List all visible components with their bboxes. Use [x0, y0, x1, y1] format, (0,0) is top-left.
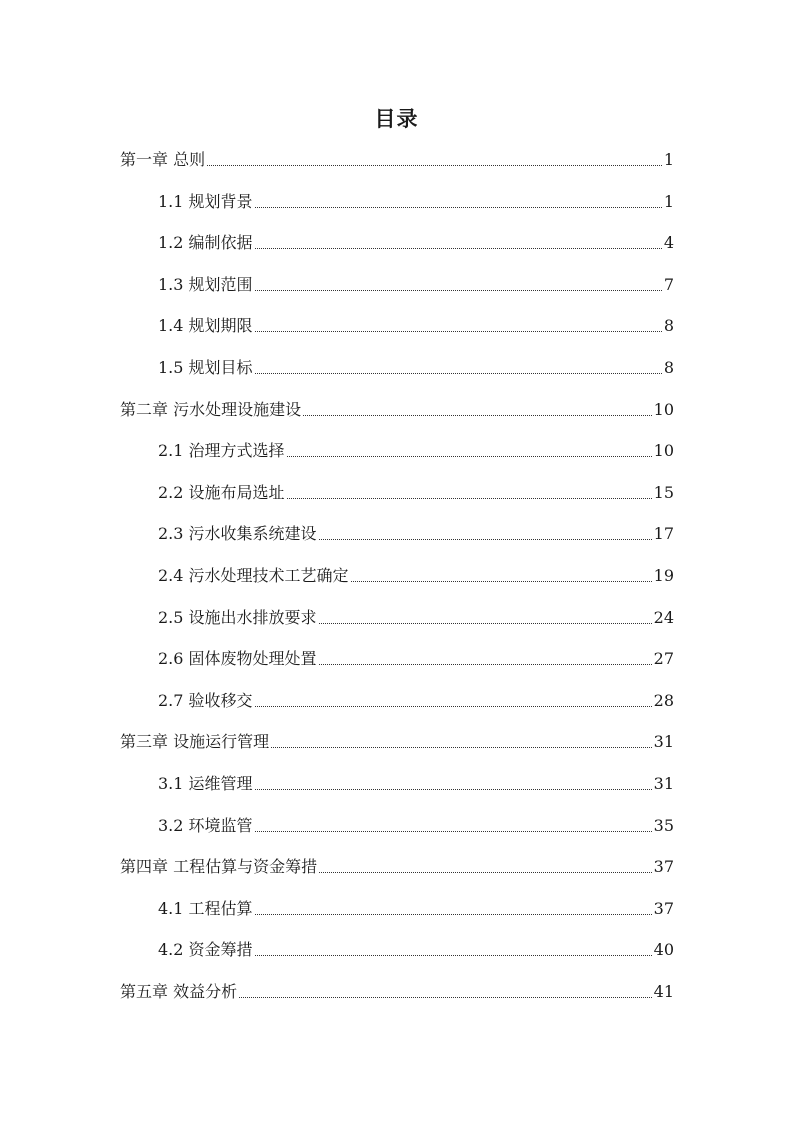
toc-entry[interactable] — [120, 728, 674, 752]
toc-entry-page: 8 — [663, 316, 674, 336]
toc-entry-page: 27 — [653, 649, 674, 669]
toc-entry-page: 1 — [663, 191, 674, 211]
toc-entry[interactable] — [120, 396, 674, 420]
toc-entry[interactable] — [158, 520, 674, 544]
toc-leader-dots — [287, 484, 652, 499]
toc-entry-page: 28 — [653, 690, 674, 710]
toc-entry-label: 第二章 污水处理设施建设 — [120, 399, 302, 419]
toc-entry-label: 4.2 资金筹措 — [158, 940, 253, 960]
toc-leader-dots — [207, 151, 662, 166]
toc-entry-page: 17 — [653, 524, 674, 544]
toc-entry[interactable] — [158, 687, 674, 711]
toc-entry[interactable] — [158, 604, 674, 628]
toc-entry-label: 1.5 规划目标 — [158, 358, 253, 377]
toc-entry-label: 1.4 规划期限 — [158, 316, 253, 336]
toc-entry-page: 10 — [653, 441, 674, 461]
toc-leader-dots — [255, 692, 652, 707]
toc-entry-page: 1 — [663, 150, 674, 169]
toc-entry[interactable] — [158, 562, 674, 586]
toc-entry-label: 第五章 效益分析 — [120, 982, 238, 1001]
toc-entry-page: 37 — [653, 857, 674, 877]
toc-entry-page: 31 — [653, 732, 674, 752]
toc-entry-label: 3.2 环境监管 — [158, 815, 253, 835]
toc-entry[interactable] — [158, 479, 674, 503]
toc-entry-page: 35 — [653, 815, 674, 835]
toc-entry-label: 2.6 固体废物处理处置 — [158, 649, 317, 669]
toc-entry[interactable] — [158, 770, 674, 794]
toc-entry-page: 4 — [663, 233, 674, 253]
toc-entry-label: 2.1 治理方式选择 — [158, 441, 285, 461]
toc-entry[interactable] — [158, 936, 674, 960]
toc-entry[interactable] — [158, 437, 674, 461]
toc-entry-page: 10 — [653, 399, 674, 419]
toc-leader-dots — [319, 525, 652, 540]
toc-entry[interactable] — [158, 229, 674, 253]
toc-leader-dots — [255, 900, 652, 915]
toc-entry[interactable] — [158, 312, 674, 336]
toc-entry-label: 2.7 验收移交 — [158, 690, 253, 710]
toc-leader-dots — [255, 941, 652, 956]
toc-leader-dots — [303, 401, 652, 416]
toc-entry-label: 第三章 设施运行管理 — [120, 732, 270, 752]
toc-leader-dots — [319, 858, 652, 873]
toc-entry-page: 7 — [663, 274, 674, 294]
toc-entry-page: 37 — [653, 898, 674, 918]
toc-entry-label: 1.2 编制依据 — [158, 233, 253, 253]
toc-entry-label: 1.3 规划范围 — [158, 274, 253, 294]
toc-leader-dots — [255, 359, 662, 374]
toc-leader-dots — [255, 775, 652, 790]
toc-entry-page: 8 — [663, 358, 674, 377]
toc-entry-page: 31 — [653, 774, 674, 793]
toc-entry[interactable] — [158, 271, 674, 295]
toc-entry-label: 1.1 规划背景 — [158, 191, 253, 211]
toc-entry[interactable] — [158, 812, 674, 836]
toc-entry-page: 15 — [653, 482, 674, 502]
toc-leader-dots — [239, 983, 652, 998]
toc-entry-label: 4.1 工程估算 — [158, 898, 253, 918]
toc-entry-label: 2.3 污水收集系统建设 — [158, 524, 317, 544]
toc-entry-page: 41 — [653, 982, 674, 1001]
toc-leader-dots — [255, 193, 662, 208]
toc-entry[interactable] — [120, 978, 674, 1002]
toc-entry[interactable] — [158, 188, 674, 212]
toc-entry-label: 2.4 污水处理技术工艺确定 — [158, 566, 349, 585]
page-title: 目录 — [374, 107, 419, 131]
toc-entry-label: 第一章 总则 — [120, 150, 206, 169]
toc-entry-label: 2.2 设施布局选址 — [158, 482, 285, 502]
toc-entry[interactable] — [120, 146, 674, 170]
toc-entry[interactable] — [158, 354, 674, 378]
toc-entry-page: 24 — [653, 607, 674, 627]
toc-leader-dots — [319, 609, 652, 624]
toc-entry-label: 第四章 工程估算与资金筹措 — [120, 857, 318, 877]
toc-entry-label: 3.1 运维管理 — [158, 774, 253, 793]
toc-leader-dots — [287, 442, 652, 457]
toc-entry[interactable] — [158, 895, 674, 919]
toc-leader-dots — [255, 234, 662, 249]
toc-leader-dots — [351, 567, 652, 582]
toc-leader-dots — [255, 276, 662, 291]
toc-entry-page: 40 — [653, 940, 674, 960]
toc-entry-page: 19 — [653, 566, 674, 585]
toc-entry-label: 2.5 设施出水排放要求 — [158, 607, 317, 627]
toc-entry[interactable] — [120, 853, 674, 877]
toc-leader-dots — [255, 317, 662, 332]
toc-leader-dots — [255, 817, 652, 832]
toc-leader-dots — [319, 650, 652, 665]
toc-leader-dots — [271, 733, 652, 748]
toc-entry[interactable] — [158, 645, 674, 669]
